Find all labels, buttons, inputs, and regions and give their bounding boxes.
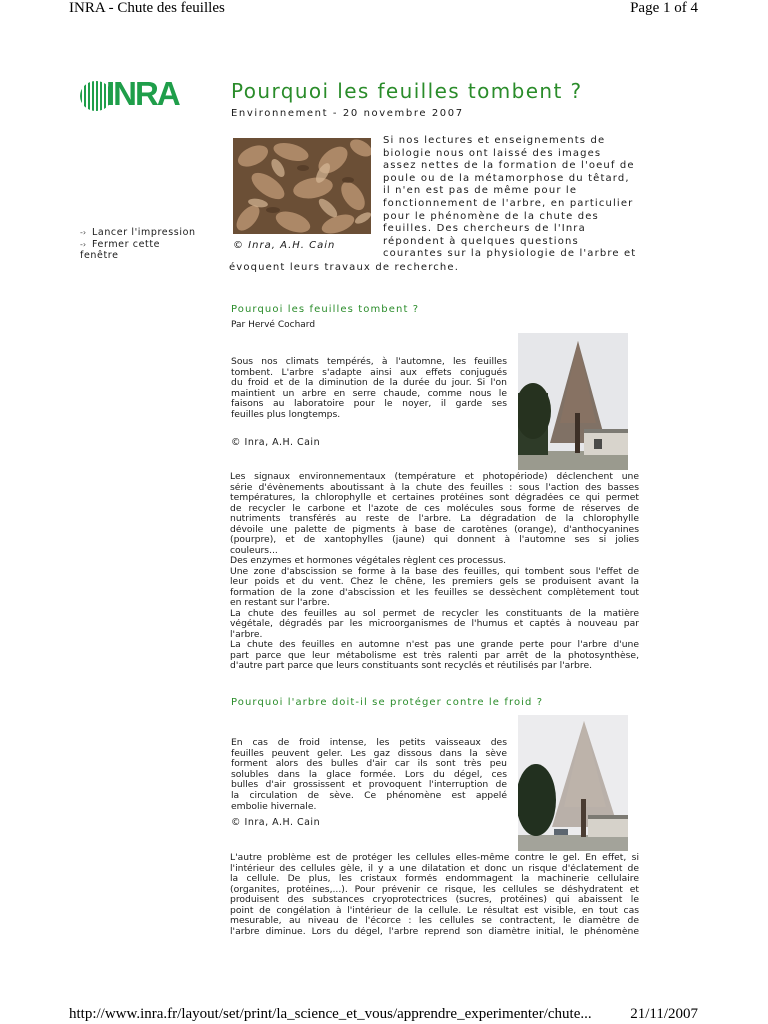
section-heading-cold-protection: Pourquoi l'arbre doit-il se protéger contre le froid ? (231, 697, 544, 708)
close-window-link[interactable] (80, 239, 180, 262)
text-line: nutriments transférés au reste de l'arbre. La dégradation de la chlorophylle (230, 514, 639, 524)
intro-line: feuilles. Des chercheurs de l'Inra (383, 223, 586, 235)
tree-autumn-image (518, 333, 628, 470)
text-line: maintient un arbre en serre chaude, comme nous le (231, 387, 507, 399)
print-footer-url: http://www.inra.fr/layout/set/print/la_science_et_vous/apprendre_experimenter/chute... (69, 1006, 592, 1022)
intro-line: Si nos lectures et enseignements de (383, 135, 606, 146)
text-line: couleurs... (230, 545, 278, 556)
text-line: La chute des feuilles au sol permet de recycler les constituants de la matière (230, 608, 639, 619)
intro-text (383, 135, 636, 261)
section1-box-caption: © Inra, A.H. Cain (231, 437, 321, 448)
text-line: part parce que leur métabolisme est très ralenti par arrêt de la photosynthèse, (230, 650, 639, 661)
text-line: du froid et de la diminution de la durée du jour. Si l'on (231, 377, 507, 389)
text-line: feuilles peuvent geler. Les gaz dissous dans la sève (231, 747, 507, 759)
text-line: Sous nos climats tempérés, à l'automne, les feuilles (231, 356, 507, 367)
text-line: Une zone d'abscission se forme à la base des feuilles, qui tombent sous l'effet de (230, 566, 639, 577)
section-heading-leaves-fall: Pourquoi les feuilles tombent ? (231, 304, 420, 315)
text-line: l'intérieur des cellules gèle, il y a une dilatation et donc un risque d'éclatement de (230, 863, 639, 874)
intro-line: courantes sur la physiologie de l'arbre et (383, 248, 637, 260)
print-header-page: Page 1 of 4 (630, 0, 698, 16)
text-line: leur poids et du vent. Chez le chêne, les premiers gels se produisent avant la (230, 577, 639, 587)
text-line: Les signaux environnementaux (température et photopériode) déclenchent une (230, 472, 639, 482)
article-subtitle: Environnement - 20 novembre 2007 (231, 108, 464, 119)
text-line: point de congélation à l'intérieur de la cellule. Le résultat est visible, en tout cas (230, 905, 639, 916)
text-line: d'autre part parce que leurs constituants sont recyclés et réutilisés par l'arbre. (230, 661, 593, 671)
text-line: solubles dans la glace formée. Lors du dégel, ces (231, 768, 507, 780)
fallen-leaves-photo (233, 138, 371, 234)
text-line: En cas de froid intense, les petits vaisseaux des (231, 737, 507, 748)
text-line: Des enzymes et hormones végétales règlent ces processus. (230, 556, 507, 566)
intro-line: assez nettes de la formation de l'oeuf de (383, 160, 635, 172)
page-title: Pourquoi les feuilles tombent ? (231, 79, 583, 103)
print-link-label: Lancer l'impression (92, 227, 196, 238)
text-line: formation de la zone d'abscission et les feuilles se dessèchent complètement tout (230, 587, 639, 598)
text-line: (pourpre), et de xantophylles (jaune) qui donnent à l'automne ses si jolies (230, 535, 639, 545)
photo-caption: © Inra, A.H. Cain (233, 240, 336, 251)
text-line: feuilles plus longtemps. (231, 408, 341, 420)
intro-line: pour le phénomène de la chute des (383, 210, 599, 222)
intro-line: répondent à quelques questions (383, 235, 579, 247)
text-line: la circulation de sève. Ce phénomène est appelé (231, 789, 507, 801)
section2-box-text (231, 738, 507, 812)
text-line: en restant sur l'arbre. (230, 598, 330, 608)
text-line: l'arbre. (230, 629, 263, 640)
text-line: série d'évènements aboutissant à la chute des feuilles : sous l'action des basses (230, 482, 639, 493)
intro-line: fonctionnement de l'arbre, en particulier (383, 197, 634, 209)
text-line: végétale, dégradés par les microorganismes de l'humus et captés à nouveau par (230, 619, 639, 629)
text-line: bulles d'air grossissent et provoquent l'interruption de (231, 779, 507, 791)
text-line: L'autre problème est de protéger les cellules elles-même contre le gel. En effet, si (230, 853, 639, 863)
inra-logo[interactable] (80, 75, 180, 112)
print-header-title: INRA - Chute des feuilles (69, 0, 225, 16)
section2-body-text (230, 853, 639, 937)
section1-box-text (231, 357, 507, 421)
intro-last-line: évoquent leurs travaux de recherche. (229, 262, 460, 273)
tree-photo-autumn (518, 333, 628, 470)
text-line: mesurable, au niveau de l'écorce : les cellules se contractent, le diamètre de (230, 916, 639, 926)
text-line: températures, la chlorophylle et certaines protéines sont dégradées ce qui permet (230, 493, 639, 503)
intro-line: il n'en est pas de même pour le (383, 185, 578, 197)
close-window-link-label: Fermer cette fenêtre (80, 238, 161, 261)
text-line: La chute des feuilles en automne n'est pas une grande perte pour l'arbre d'une (230, 640, 639, 650)
text-line: dévoile une palette de pigments à base de carotènes (orange), d'anthocyanines (230, 524, 639, 535)
text-line: faisons au laboratoire pour le noyer, il garde ses (231, 398, 507, 410)
arrow-icon: -› (80, 228, 87, 237)
print-link[interactable] (80, 227, 210, 239)
section2-box-caption: © Inra, A.H. Cain (231, 817, 321, 828)
arrow-icon: -› (80, 239, 87, 249)
text-line: (organites, protéines,...). Pour prévenir ce risque, les cellules se déshydratent et (230, 884, 639, 895)
tree-winter-image (518, 715, 628, 851)
text-line: produisent des substances cryoprotectrices (sucres, protéines) qui abaissent le (230, 895, 639, 905)
text-line: de recycler le carbone et l'azote de ces molécules sous forme de réserves de (230, 503, 639, 514)
fallen-leaves-image (233, 138, 371, 234)
section1-body-text (230, 472, 639, 672)
intro-line: biologie nous ont laissé des images (383, 147, 602, 159)
article-author: Par Hervé Cochard (231, 320, 316, 330)
logo-wordmark: INRA (106, 75, 179, 112)
text-line: tombent. L'arbre s'adapte ainsi aux effets conjugués (231, 366, 507, 378)
text-line: la cellule. De plus, les cristaux formés endommagent la machinerie cellulaire (230, 874, 639, 884)
text-line: embolie hivernale. (231, 800, 317, 812)
text-line: forment alors des bulles d'air car ils sont très peu (231, 758, 507, 770)
print-footer-date: 21/11/2007 (630, 1006, 698, 1022)
tree-photo-winter (518, 715, 628, 851)
intro-line: poule ou de la métamorphose du têtard, (383, 172, 630, 184)
text-line: l'arbre diminue. Lors du dégel, l'arbre reprend son diamètre initial, le phénomène (230, 926, 639, 937)
side-links (80, 227, 210, 262)
